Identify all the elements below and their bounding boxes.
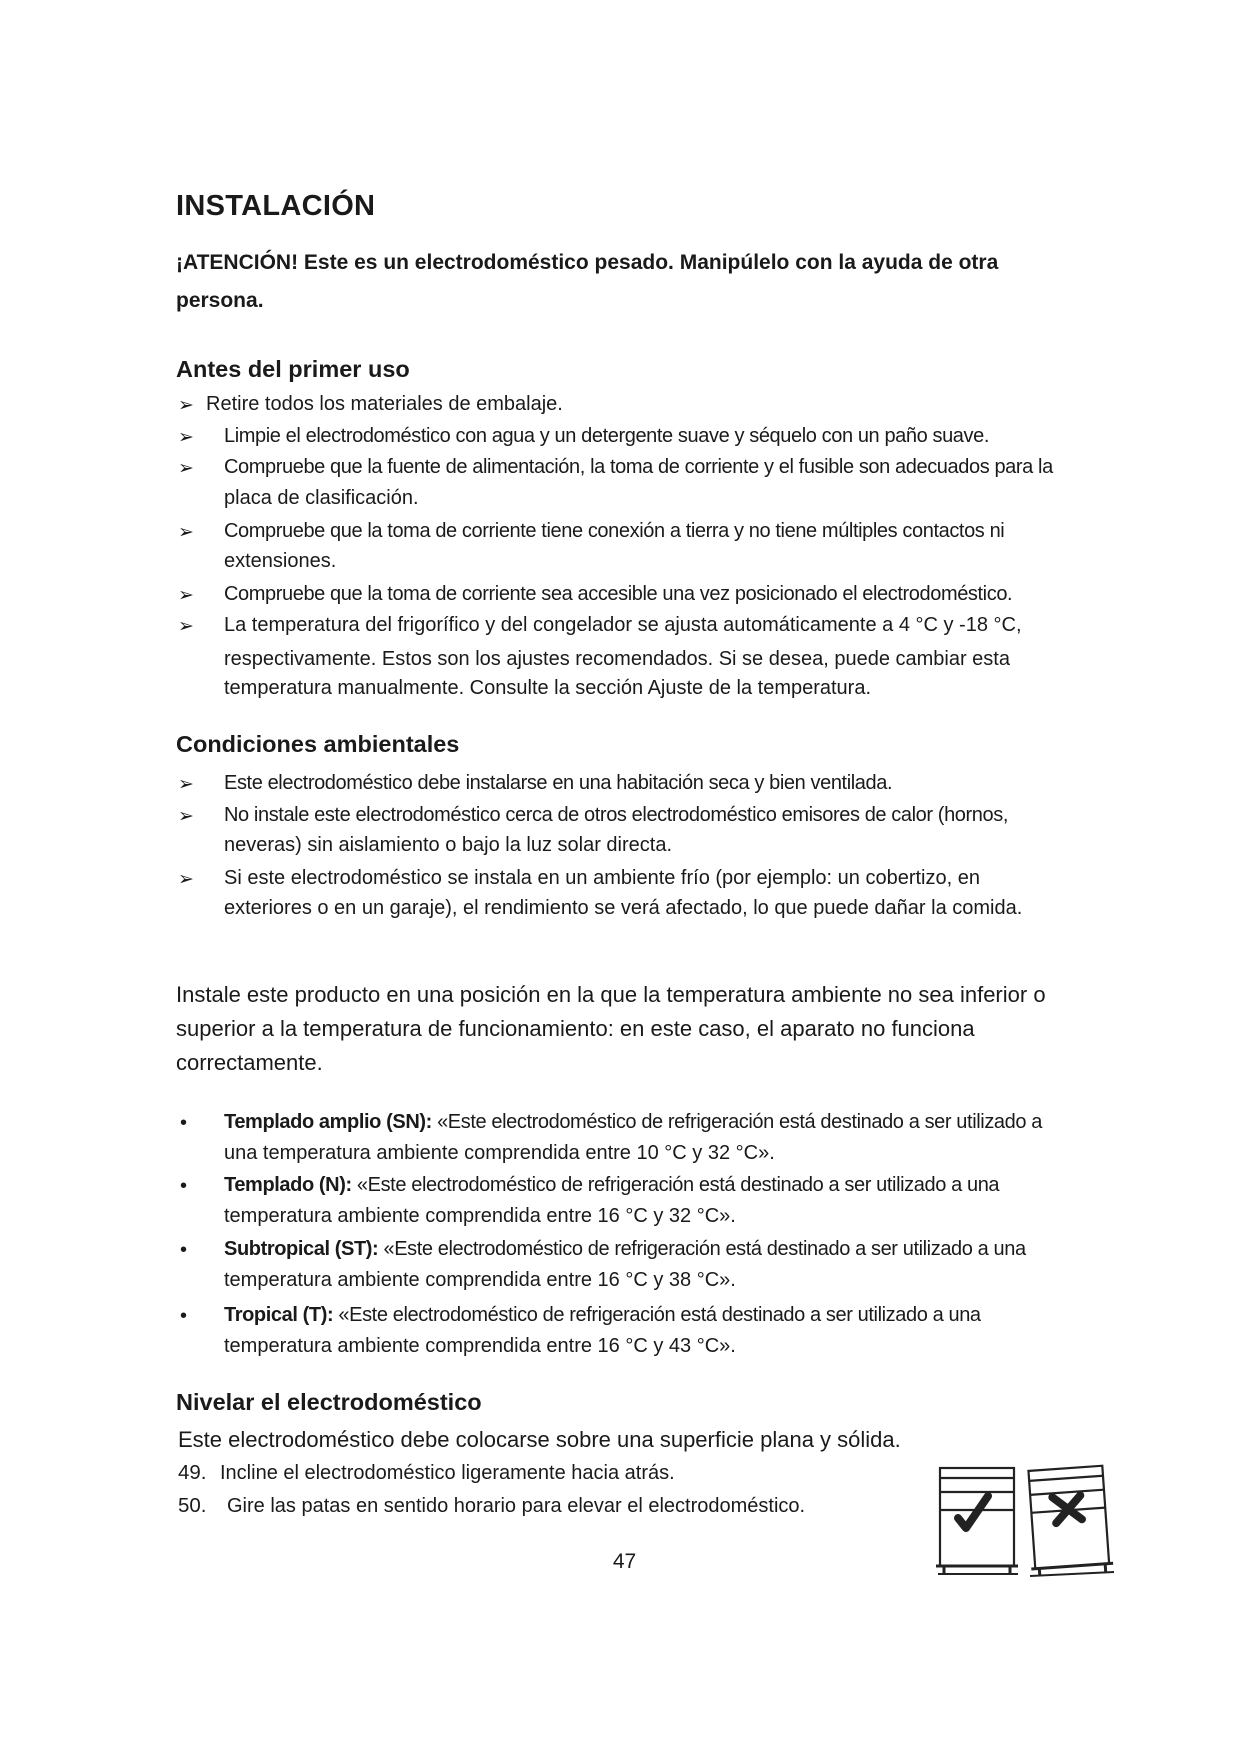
bullet-dot: •	[180, 1305, 188, 1327]
warning-text: ¡ATENCIÓN! Este es un electrodoméstico pesado. Manipúlelo con la ayuda de otra persona.	[176, 251, 999, 312]
climate-class-item: Templado amplio (SN): «Este electrodoméstico de refrigeración está destinado a ser utilizado a	[224, 1111, 1042, 1133]
list-item: Limpie el electrodoméstico con agua y un detergente suave y séquelo con un paño suave.	[224, 425, 990, 447]
arrow-bullet-icon: ➢	[178, 522, 194, 543]
climate-class-continuation: temperatura ambiente comprendida entre 16 °C y 38 °C».	[224, 1269, 736, 1291]
climate-class-item: Tropical (T): «Este electrodoméstico de refrigeración está destinado a ser utilizado a una	[224, 1304, 981, 1326]
list-item: La temperatura del frigorífico y del congelador se ajusta automáticamente a 4 °C y -18 °C,	[224, 614, 1022, 636]
bullet-dot: •	[180, 1112, 188, 1134]
heading-before-first-use: Antes del primer uso	[176, 356, 410, 382]
leveling-illustration	[936, 1462, 1116, 1580]
fridge-correct-icon	[936, 1468, 1018, 1574]
step-text: Incline el electrodoméstico ligeramente hacia atrás.	[220, 1462, 675, 1484]
leveling-intro: Este electrodoméstico debe colocarse sobre una superficie plana y sólida.	[178, 1427, 901, 1452]
bullet-dot: •	[180, 1175, 188, 1197]
arrow-bullet-icon: ➢	[178, 806, 194, 827]
arrow-bullet-icon: ➢	[178, 458, 194, 479]
page-number: 47	[612, 1550, 637, 1573]
climate-class-item: Templado (N): «Este electrodoméstico de refrigeración está destinado a ser utilizado a una	[224, 1174, 1000, 1196]
list-item: Compruebe que la toma de corriente tiene conexión a tierra y no tiene múltiples contactos ni	[224, 520, 1005, 542]
list-item: Si este electrodoméstico se instala en un ambiente frío (por ejemplo: un cobertizo, en	[224, 867, 980, 889]
list-item-continuation: respectivamente. Estos son los ajustes recomendados. Si se desea, puede cambiar esta	[224, 648, 1010, 670]
arrow-bullet-icon: ➢	[178, 774, 194, 795]
climate-class-continuation: una temperatura ambiente comprendida entre 10 °C y 32 °C».	[224, 1142, 775, 1164]
list-item-continuation: exteriores o en un garaje), el rendimiento se verá afectado, lo que puede dañar la comida.	[224, 897, 1023, 919]
fridge-incorrect-icon	[1024, 1465, 1113, 1576]
list-item: Compruebe que la toma de corriente sea accesible una vez posicionado el electrodoméstico.	[224, 583, 1013, 605]
heading-ambient-conditions: Condiciones ambientales	[176, 731, 460, 757]
page-title: INSTALACIÓN	[176, 190, 376, 222]
arrow-bullet-icon: ➢	[178, 616, 194, 637]
list-item-continuation: placa de clasificación.	[224, 487, 419, 509]
climate-class-continuation: temperatura ambiente comprendida entre 16 °C y 43 °C».	[224, 1335, 736, 1357]
list-item-continuation: extensiones.	[224, 550, 337, 572]
list-item: Compruebe que la fuente de alimentación, la toma de corriente y el fusible son adecuados para la	[224, 456, 1053, 478]
step-number: 49.	[178, 1461, 207, 1484]
climate-class-continuation: temperatura ambiente comprendida entre 16 °C y 32 °C».	[224, 1205, 736, 1227]
climate-class-item: Subtropical (ST): «Este electrodoméstico de refrigeración está destinado a ser utilizado a una	[224, 1238, 1026, 1260]
arrow-bullet-icon: ➢	[178, 585, 194, 606]
bullet-dot: •	[180, 1239, 188, 1261]
list-item-continuation: temperatura manualmente. Consulte la sección Ajuste de la temperatura.	[224, 677, 872, 699]
step-number: 50.	[178, 1494, 207, 1517]
heading-leveling: Nivelar el electrodoméstico	[176, 1389, 482, 1415]
arrow-bullet-icon: ➢	[178, 395, 194, 416]
list-item: Retire todos los materiales de embalaje.	[206, 393, 563, 415]
temperature-paragraph: Instale este producto en una posición en la que la temperatura ambiente no sea inferior o superior a la temperatura de funcionamiento: en este caso, el aparato no funciona correctamente.	[176, 982, 1046, 1075]
list-item: No instale este electrodoméstico cerca de otros electrodoméstico emisores de calor (hornos,	[224, 804, 1008, 826]
list-item-continuation: neveras) sin aislamiento o bajo la luz solar directa.	[224, 834, 672, 856]
arrow-bullet-icon: ➢	[178, 427, 194, 448]
step-text: Gire las patas en sentido horario para elevar el electrodoméstico.	[227, 1495, 806, 1517]
list-item: Este electrodoméstico debe instalarse en una habitación seca y bien ventilada.	[224, 772, 893, 794]
arrow-bullet-icon: ➢	[178, 869, 194, 890]
